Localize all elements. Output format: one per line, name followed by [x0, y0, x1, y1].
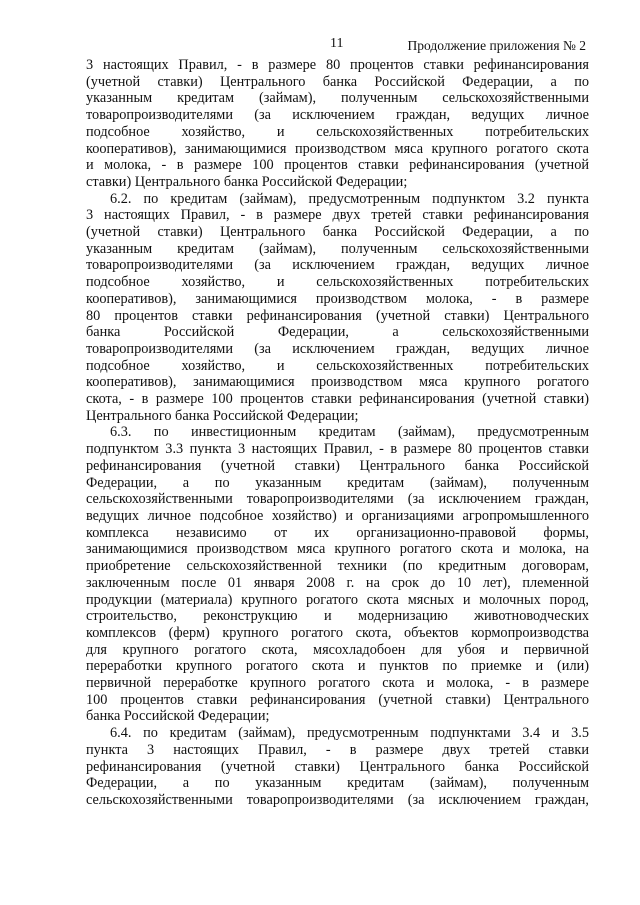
paragraph-6-1-continuation [86, 57, 589, 191]
text-line: ведущих личное подсобное хозяйство) и организациями агропромышленного [86, 507, 589, 524]
text-line: товаропроизводителями (за исключением граждан, ведущих личное [86, 107, 589, 124]
text-line: Федерации, а по указанным кредитам (займам), полученным [86, 775, 589, 792]
paragraph-6-3 [86, 424, 589, 725]
text-line: указанным кредитам (займам), полученным сельскохозяйственными [86, 240, 589, 257]
text-line: продукции (материала) крупного рогатого скота мясных и молочных пород, [86, 591, 589, 608]
text-line: Федерации, а по указанным кредитам (займам), полученным [86, 474, 589, 491]
text-line: и молока, - в размере 100 процентов ставки рефинансирования (учетной [86, 157, 589, 174]
page-number: 11 [330, 36, 344, 51]
text-line: для крупного рогатого скота, мясохладобоен для убоя и первичной [86, 641, 589, 658]
document-body [86, 57, 589, 809]
text-line: (учетной ставки) Центрального банка Российской Федерации, а по [86, 73, 589, 90]
text-line: кооперативов), занимающимися производством мяса крупного рогатого [86, 374, 589, 391]
text-line: сельскохозяйственными товаропроизводителями (за исключением граждан, [86, 791, 589, 808]
paragraph-6-2 [86, 191, 589, 425]
text-line: переработки крупного рогатого скота и пунктов по приемке и (или) [86, 658, 589, 675]
text-line: заключенным после 01 января 2008 г. на срок до 10 лет), племенной [86, 574, 589, 591]
text-line: скота, - в размере 100 процентов ставки рефинансирования (учетной ставки) [86, 391, 589, 408]
text-line: товаропроизводителями (за исключением граждан, ведущих личное [86, 257, 589, 274]
text-line: рефинансирования (учетной ставки) Центрального банка Российской [86, 457, 589, 474]
text-line: ставки) Центрального банка Российской Федерации; [86, 173, 408, 190]
text-line: Центрального банка Российской Федерации; [86, 407, 359, 424]
appendix-continuation-note: Продолжение приложения № 2 [407, 38, 586, 53]
text-line: 6.2. по кредитам (займам), предусмотренным подпунктом 3.2 пункта [110, 190, 589, 207]
text-line: строительство, реконструкцию и модернизацию животноводческих [86, 608, 589, 625]
text-line: 6.3. по инвестиционным кредитам (займам), предусмотренным [110, 424, 589, 441]
paragraph-6-4 [86, 725, 589, 809]
text-line: рефинансирования (учетной ставки) Центрального банка Российской [86, 758, 589, 775]
text-line: 3 настоящих Правил, - в размере 80 процентов ставки рефинансирования [86, 57, 589, 73]
text-line: товаропроизводителями (за исключением граждан, ведущих личное [86, 340, 589, 357]
text-line: банка Российской Федерации, а сельскохозяйственными [86, 324, 589, 341]
text-line: (учетной ставки) Центрального банка Российской Федерации, а по [86, 224, 589, 241]
text-line: кооперативов), занимающимися производством молока, - в размере [86, 290, 589, 307]
text-line: 6.4. по кредитам (займам), предусмотренным подпунктами 3.4 и 3.5 [110, 725, 589, 742]
text-line: 100 процентов ставки рефинансирования (учетной ставки) Центрального [86, 691, 589, 708]
text-line: 80 процентов ставки рефинансирования (учетной ставки) Центрального [86, 307, 589, 324]
text-line: пункта 3 настоящих Правил, - в размере двух третей ставки [86, 741, 589, 758]
text-line: 3 настоящих Правил, - в размере двух третей ставки рефинансирования [86, 207, 589, 224]
text-line: занимающимися производством мяса крупного рогатого скота и молока, на [86, 541, 589, 558]
text-line: подсобное хозяйство, и сельскохозяйственных потребительских [86, 357, 589, 374]
text-line: сельскохозяйственными товаропроизводителями (за исключением граждан, [86, 491, 589, 508]
text-line: банка Российской Федерации; [86, 708, 270, 725]
text-line: подсобное хозяйство, и сельскохозяйственных потребительских [86, 274, 589, 291]
text-line: первичной переработке крупного рогатого скота и молока, - в размере [86, 675, 589, 692]
text-line: подпунктом 3.3 пункта 3 настоящих Правил, - в размере 80 процентов ставки [86, 441, 589, 458]
text-line: указанным кредитам (займам), полученным сельскохозяйственными [86, 90, 589, 107]
text-line: приобретение сельскохозяйственной техники (по кредитным договорам, [86, 558, 589, 575]
text-line: подсобное хозяйство, и сельскохозяйственных потребительских [86, 123, 589, 140]
text-line: кооперативов), занимающимися производством мяса крупного рогатого скота [86, 140, 589, 157]
text-line: комплексов (ферм) крупного рогатого скота, объектов кормопроизводства [86, 624, 589, 641]
text-line: комплекса независимо от их организационно-правовой формы, [86, 524, 589, 541]
